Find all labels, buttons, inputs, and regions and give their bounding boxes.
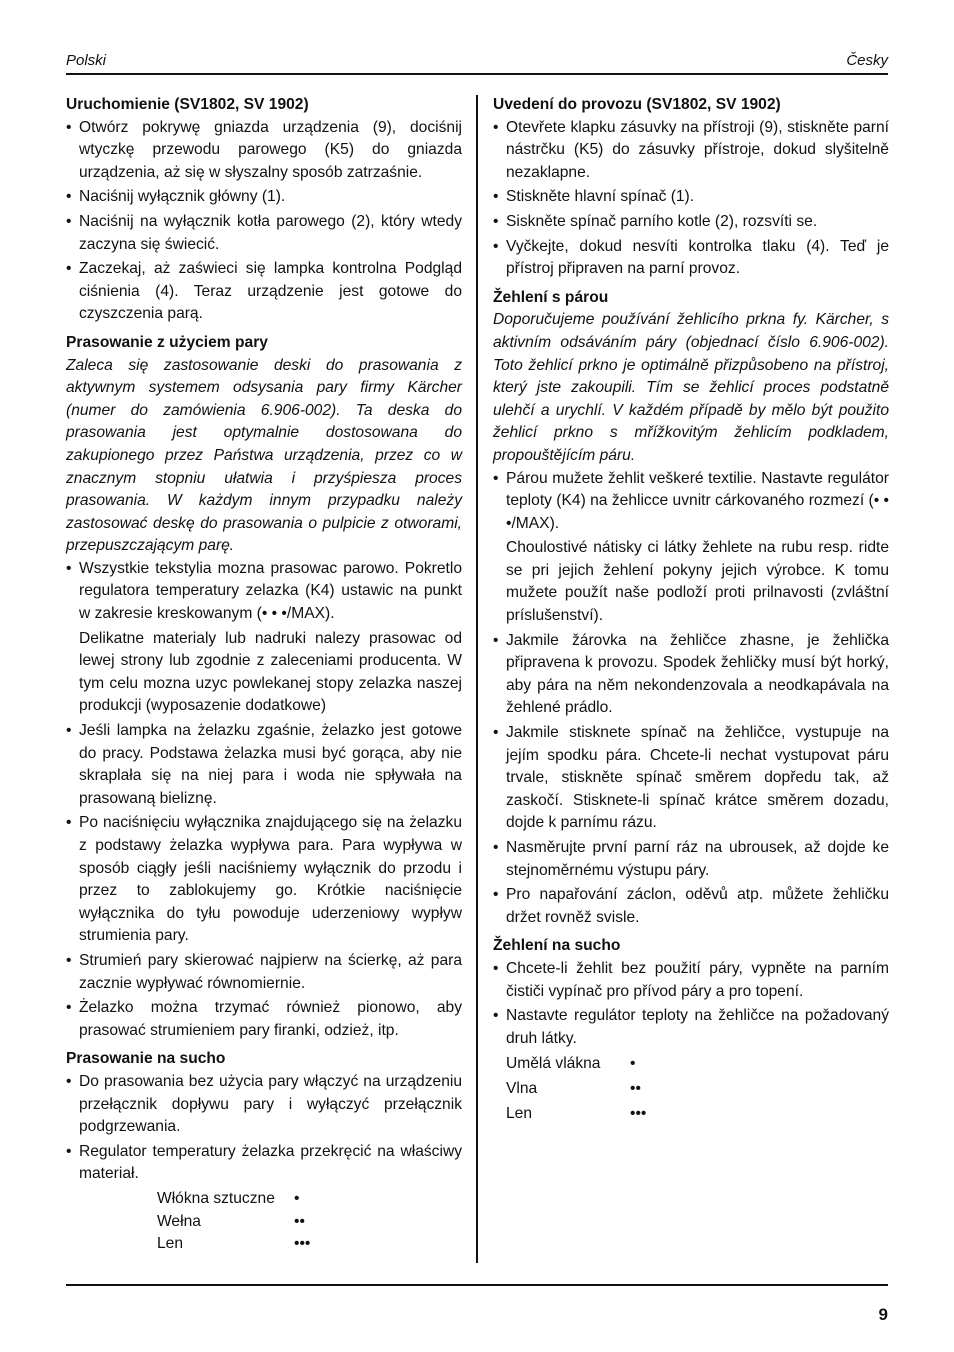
bullet-icon: • [66,212,72,230]
column-divider [476,95,478,1263]
bullet-icon: • [66,814,72,832]
bullet-icon: • [66,559,72,577]
bullet-icon: • [493,886,499,904]
fabric-table [506,1052,646,1126]
list-item: • Żelazko można trzymać również pionowo, aby prasować strumieniem pary firanki, odzież, itp. [66,999,462,1039]
list-item-note: Delikatne materialy lub nadruki nalezy prasowac od lewej strony lub zgodnie z zaleceniami producenta. W tym celu mozna uzyc powlekanej stopy zelazka naszej produkcji (wyposazenie dodatkowe) [79,629,462,715]
list-item: • Wszystkie tekstylia mozna prasowac parowo. Pokretlo regulatora temperatury zelazka (K4) ustawic na punkt w zakresie kreskowanym (• • •/MAX). [66,559,462,623]
bullet-list [493,630,889,930]
header-language-left: Polski [66,52,107,69]
temperature-dots: ••• [630,1104,647,1122]
list-item: • Naciśnij na wyłącznik kotła parowego (2), który wtedy zaczyna się świecić. [66,212,462,253]
fabric-name: Vlna [506,1079,538,1097]
fabric-name: Wełna [157,1212,201,1230]
list-item: • Vyčkejte, dokud nesvíti kontrolka tlaku (4). Teď je přístroj připraven na parní provoz. [493,237,889,278]
bullet-icon: • [493,1007,499,1025]
list-item: • Chcete-li žehlit bez použití páry, vypněte na parním čističi vypínač pro přívod páry a pro topení. [493,959,889,1000]
bullet-icon: • [66,188,72,206]
list-item: • Zaczekaj, aż zaświeci się lampka kontrolna Podgląd ciśnienia (4). Teraz urządzenie jest gotowe do czyszczenia parą. [66,260,462,323]
bullet-icon: • [493,212,499,230]
bullet-icon: • [493,631,499,649]
temperature-dots: • [294,1189,300,1207]
section-title: Prasowanie na sucho [66,1050,226,1068]
bullet-list [493,117,889,281]
list-item: • Jakmile žárovka na žehličce zhasne, je žehlička připravena k provozu. Spodek žehličky musí být horký, aby pára na něm nekondenzovala a neodkapávala na žehlené prádlo. [493,631,889,717]
bullet-icon: • [493,959,499,977]
fabric-table [157,1188,462,1256]
list-item: • Pro napařování záclon, oděvů atp. můžete žehličku držet rovněž svisle. [493,886,889,926]
fabric-name: Len [157,1235,184,1253]
bullet-list [493,958,889,1050]
section-title: Uvedení do provozu (SV1802, SV 1902) [493,96,781,113]
list-item: • Strumień pary skierować najpierw na ścierkę, aż para zacznie wypływać równomiernie. [66,951,462,992]
temperature-dots: • [630,1055,636,1073]
section-title: Uruchomienie (SV1802, SV 1902) [66,96,309,113]
table-row [506,1077,646,1102]
list-item: • Po naciśnięciu wyłącznika znajdującego się na żelazku z podstawy żelazka wypływa para. Para wypływa w sposób ciągły jeśli naciśniemy wyłącznik do przodu i przez to zablokujemy go. Krótkie naciśnięcie wyłącznika do tyłu powoduje uderzeniowy wypływ strumienia pary. [66,814,462,945]
list-item: • Naciśnij wyłącznik główny (1). [66,186,462,209]
fabric-name: Umělá vlákna [506,1055,601,1073]
bullet-icon: • [493,188,499,206]
table-row [157,1211,462,1234]
bullet-list [66,117,462,326]
bullet-icon: • [66,1072,72,1090]
table-row [506,1052,646,1077]
temperature-dots: •• [294,1212,305,1230]
section-title: Prasowanie z użyciem pary [66,333,268,351]
list-item-note: Choulostivé nátisky ci látky žehlete na rubu resp. ridte se pri jejich žehlení pokyny jejich výrobce. K tomu mužete použít naše podloží proti prilnavosti (zvláštní príslušenství). [506,539,889,625]
header-language-right: Česky [846,52,888,69]
section-intro: Zaleca się zastosowanie deski do prasowania z aktywnym systemem odsysania pary firmy Kärcher (numer do zamówienia 6.906-002). Ta deska do prasowania jest optymalnie dostosowana do zakupionego przez Państwa urządzenia, przez co w znacznym stopniu ułatwia i przyśpiesza proces prasowania. W każdym innym przypadku należy zastosować deskę do prasowania o pulpicie z otworami, przepuszczającym parę. [66,356,462,555]
section-title: Žehlení s párou [493,288,609,306]
bullet-list [66,720,462,1042]
list-item: • Stiskněte hlavní spínač (1). [493,186,889,209]
column-czech [493,94,889,1126]
list-item: • Otwórz pokrywę gniazda urządzenia (9), dociśnij wtyczkę przewodu parowego (K5) do gniazda urządzenia, aż się w słyszalny sposób zatrzaśnie. [66,118,462,181]
bullet-icon: • [493,724,499,742]
list-item: • Jakmile stisknete spínač na žehličce, vystupuje na jejím spodku pára. Chcete-li nechat vystupovat páru trvale, stiskněte spínač směrem dopředu tak, až zaskočí. Stisknete-li spínač krátce směrem dozadu, dojde k parnímu rázu. [493,724,889,832]
bullet-icon: • [493,469,499,487]
fabric-name: Włókna sztuczne [157,1189,275,1207]
list-item: • Jeśli lampka na żelazku zgaśnie, żelazko jest gotowe do pracy. Podstawa żelazka musi być gorąca, aby nie skraplała się na niej para i woda nie spływała na prasowaną bieliznę. [66,722,462,807]
bullet-list [66,1071,462,1186]
bullet-icon: • [66,999,72,1017]
list-item: • Nasměrujte první parní ráz na ubrousek, až dojde ke stejnoměrnému výstupu páry. [493,839,889,879]
bullet-icon: • [493,839,499,856]
column-polish [66,94,462,1256]
temperature-dots: ••• [294,1235,311,1253]
table-row [157,1188,462,1211]
temperature-dots: •• [630,1079,641,1097]
header-rule [66,73,888,75]
bullet-list [493,468,889,536]
list-item: • Otevřete klapku zásuvky na přístroji (9), stiskněte parní nástrčku (K5) do zásuvky přístroje, dokud slyšitelně nezaklapne. [493,118,889,181]
list-item: • Párou mužete žehlit veškeré textilie. Nastavte regulátor teploty (K4) na žehlicce uvnitr cárkovaného rozmezí (• • •/MAX). [493,469,889,532]
section-intro: Doporučujeme používání žehlicího prkna fy. Kärcher, s aktivním odsáváním páry (objednací číslo 6.906-002). Toto žehlicí prkno je optimálně přizpůsobeno na přístroj, který jste zakoupili. Tím se žehlicí proces podstatně ulehčí a urychlí. V každém případě by mělo být použito žehlicí prkno s mřížkovitým žehlicím podkladem, propouštějícím páru. [493,311,889,464]
footer-rule [66,1284,888,1286]
bullet-icon: • [66,951,72,969]
bullet-icon: • [66,118,72,136]
bullet-list [66,558,462,626]
list-item: • Nastavte regulátor teploty na žehličce na požadovaný druh látky. [493,1007,889,1047]
page-number: 9 [878,1305,888,1324]
bullet-icon: • [66,1142,72,1160]
bullet-icon: • [66,722,72,740]
list-item: • Regulator temperatury żelazka przekręcić na właściwy materiał. [66,1142,462,1183]
bullet-icon: • [66,260,72,278]
section-title: Žehlení na sucho [493,937,621,955]
table-row [506,1102,646,1127]
list-item: • Do prasowania bez użycia pary włączyć na urządzeniu przełącznik dopływu pary i wyłączyć przełącznik podgrzewania. [66,1072,462,1136]
fabric-name: Len [506,1104,533,1122]
list-item: • Siskněte spínač parního kotle (2), rozsvíti se. [493,211,889,234]
bullet-icon: • [493,237,499,255]
table-row [157,1233,462,1256]
bullet-icon: • [493,118,499,136]
